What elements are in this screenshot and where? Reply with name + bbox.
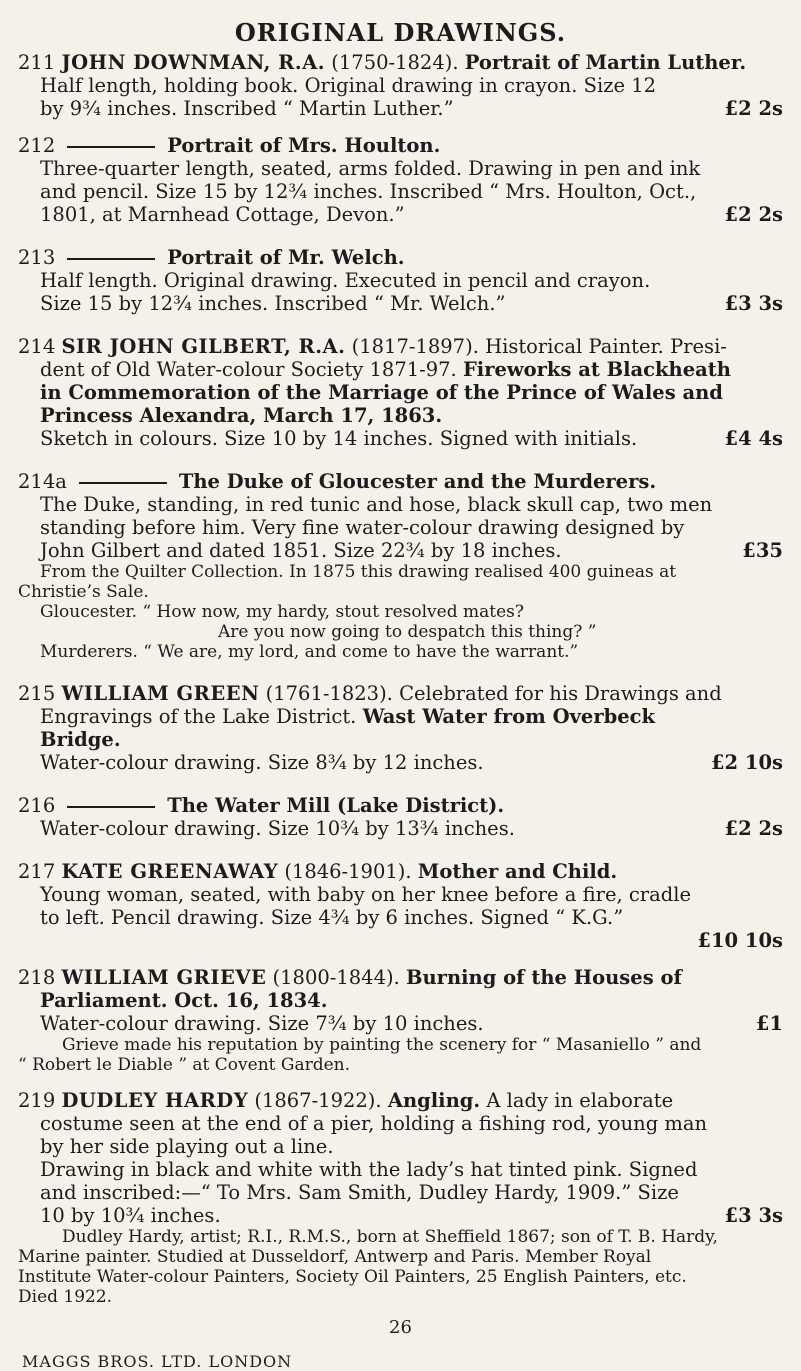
- lot-description: Size 15 by 12¾ inches. Inscribed “ Mr. Welch.”: [40, 292, 506, 315]
- lot-price: £2 10s: [710, 751, 783, 774]
- lot-214: [18, 335, 783, 450]
- provenance-note: From the Quilter Collection. In 1875 this drawing realised 400 guineas at: [40, 562, 677, 582]
- artist-dates: (1867-1922).: [254, 1089, 382, 1112]
- publisher-footer: MAGGS BROS. LTD. LONDON: [22, 1352, 293, 1371]
- lot-title: in Commemoration of the Marriage of the Prince of Wales and: [40, 381, 723, 404]
- lot-description: Young woman, seated, with baby on her knee before a fire, cradle: [40, 883, 692, 906]
- artist-bio: dent of Old Water-colour Society 1871-97.: [40, 358, 457, 381]
- artist-dates: (1846-1901).: [284, 860, 412, 883]
- lot-description: John Gilbert and dated 1851. Size 22¾ by 18 inches.: [40, 539, 562, 562]
- lot-title: The Water Mill (Lake District).: [167, 794, 505, 817]
- lot-number: 214a: [18, 470, 67, 493]
- quote-line: Are you now going to despatch this thing? ”: [218, 622, 597, 642]
- lot-description: Water-colour drawing. Size 10¾ by 13¾ inches.: [40, 817, 515, 840]
- lot-description: 1801, at Marnhead Cottage, Devon.”: [40, 203, 405, 226]
- lot-description: Half length. Original drawing. Executed in pencil and crayon.: [40, 269, 651, 292]
- artist-note: Institute Water-colour Painters, Society Oil Painters, 25 English Painters, etc.: [18, 1267, 687, 1287]
- lot-price: £2 2s: [724, 97, 783, 120]
- lot-title: Portrait of Mr. Welch.: [167, 246, 405, 269]
- lot-description: to left. Pencil drawing. Size 4¾ by 6 inches. Signed “ K.G.”: [40, 906, 624, 929]
- artist-note: “ Robert le Diable ” at Covent Garden.: [18, 1055, 351, 1075]
- lot-214a: [18, 470, 783, 662]
- lot-title: Angling.: [387, 1089, 481, 1112]
- ditto-rule: [67, 146, 155, 148]
- ditto-rule: [79, 482, 167, 484]
- artist-bio: (1817-1897). Historical Painter. Presi-: [351, 335, 727, 358]
- lot-description: Water-colour drawing. Size 8¾ by 12 inches.: [40, 751, 484, 774]
- lot-213: [18, 246, 783, 315]
- lot-219: [18, 1089, 783, 1307]
- artist-name: DUDLEY HARDY: [61, 1089, 249, 1112]
- lot-211: [18, 51, 783, 120]
- lot-price: £3 3s: [724, 1204, 783, 1227]
- lot-number: 214: [18, 335, 56, 358]
- lot-description: standing before him. Very fine water-colour drawing designed by: [40, 516, 685, 539]
- lot-212: [18, 134, 783, 226]
- lot-price: £10 10s: [697, 929, 783, 952]
- lot-title: Fireworks at Blackheath: [462, 358, 731, 381]
- lot-description: Half length, holding book. Original drawing in crayon. Size 12: [40, 74, 657, 97]
- lot-price: £2 2s: [724, 203, 783, 226]
- lot-title: The Duke of Gloucester and the Murderers.: [178, 470, 657, 493]
- lot-description: A lady in elaborate: [486, 1089, 674, 1112]
- lot-number: 218: [18, 966, 56, 989]
- lot-description: 10 by 10¾ inches.: [40, 1204, 221, 1227]
- artist-note: Marine painter. Studied at Dusseldorf, Antwerp and Paris. Member Royal: [18, 1247, 652, 1267]
- lot-price: £1: [755, 1012, 783, 1035]
- ditto-rule: [67, 806, 155, 808]
- artist-bio: Engravings of the Lake District.: [40, 705, 357, 728]
- lot-title: Wast Water from Overbeck: [362, 705, 656, 728]
- lot-price: £2 2s: [724, 817, 783, 840]
- lot-description: costume seen at the end of a pier, holding a fishing rod, young man: [40, 1112, 708, 1135]
- ditto-rule: [67, 258, 155, 260]
- artist-name: JOHN DOWNMAN, R.A.: [61, 51, 326, 74]
- lot-number: 217: [18, 860, 56, 883]
- artist-bio: (1761-1823). Celebrated for his Drawings and: [265, 682, 722, 705]
- lot-description: The Duke, standing, in red tunic and hose, black skull cap, two men: [40, 493, 713, 516]
- artist-note: Dudley Hardy, artist; R.I., R.M.S., born at Sheffield 1867; son of T. B. Hardy,: [62, 1227, 718, 1247]
- lot-title: Princess Alexandra, March 17, 1863.: [40, 404, 443, 427]
- lot-description: Three-quarter length, seated, arms folded. Drawing in pen and ink: [40, 157, 701, 180]
- lot-title: Bridge.: [40, 728, 121, 751]
- lot-217: [18, 860, 783, 952]
- artist-note: Died 1922.: [18, 1287, 113, 1307]
- artist-name: KATE GREENAWAY: [61, 860, 279, 883]
- lot-title: Portrait of Martin Luther.: [464, 51, 747, 74]
- lot-description: and pencil. Size 15 by 12¾ inches. Inscribed “ Mrs. Houlton, Oct.,: [40, 180, 697, 203]
- artist-dates: (1800-1844).: [272, 966, 400, 989]
- lot-description: Sketch in colours. Size 10 by 14 inches. Signed with initials.: [40, 427, 638, 450]
- provenance-note: Christie’s Sale.: [18, 582, 149, 602]
- lot-number: 212: [18, 134, 56, 157]
- lot-215: [18, 682, 783, 774]
- lot-216: [18, 794, 783, 840]
- artist-name: WILLIAM GREEN: [61, 682, 260, 705]
- quote-line: Gloucester. “ How now, my hardy, stout resolved mates?: [40, 602, 524, 622]
- lot-description: by 9¾ inches. Inscribed “ Martin Luther.”: [40, 97, 454, 120]
- lot-price: £3 3s: [724, 292, 783, 315]
- lot-number: 219: [18, 1089, 56, 1112]
- lot-price: £35: [742, 539, 783, 562]
- lot-title: Parliament. Oct. 16, 1834.: [40, 989, 328, 1012]
- lot-title: Mother and Child.: [417, 860, 618, 883]
- lot-title: Burning of the Houses of: [406, 966, 682, 989]
- lot-number: 216: [18, 794, 56, 817]
- lot-218: [18, 966, 783, 1075]
- section-header: ORIGINAL DRAWINGS.: [234, 18, 567, 47]
- lot-description: Water-colour drawing. Size 7¾ by 10 inches.: [40, 1012, 484, 1035]
- lot-number: 213: [18, 246, 56, 269]
- artist-name: SIR JOHN GILBERT, R.A.: [61, 335, 346, 358]
- lot-description: by her side playing out a line.: [40, 1135, 334, 1158]
- page-number: 26: [389, 1317, 412, 1338]
- lot-description: Drawing in black and white with the lady’s hat tinted pink. Signed: [40, 1158, 698, 1181]
- artist-note: Grieve made his reputation by painting the scenery for “ Masaniello ” and: [62, 1035, 702, 1055]
- quote-line: Murderers. “ We are, my lord, and come to have the warrant.”: [40, 642, 579, 662]
- lot-number: 215: [18, 682, 56, 705]
- lot-number: 211: [18, 51, 56, 74]
- lot-price: £4 4s: [724, 427, 783, 450]
- artist-name: WILLIAM GRIEVE: [61, 966, 267, 989]
- artist-dates: (1750-1824).: [331, 51, 459, 74]
- lot-description: and inscribed:—“ To Mrs. Sam Smith, Dudley Hardy, 1909.” Size: [40, 1181, 679, 1204]
- lot-title: Portrait of Mrs. Houlton.: [167, 134, 441, 157]
